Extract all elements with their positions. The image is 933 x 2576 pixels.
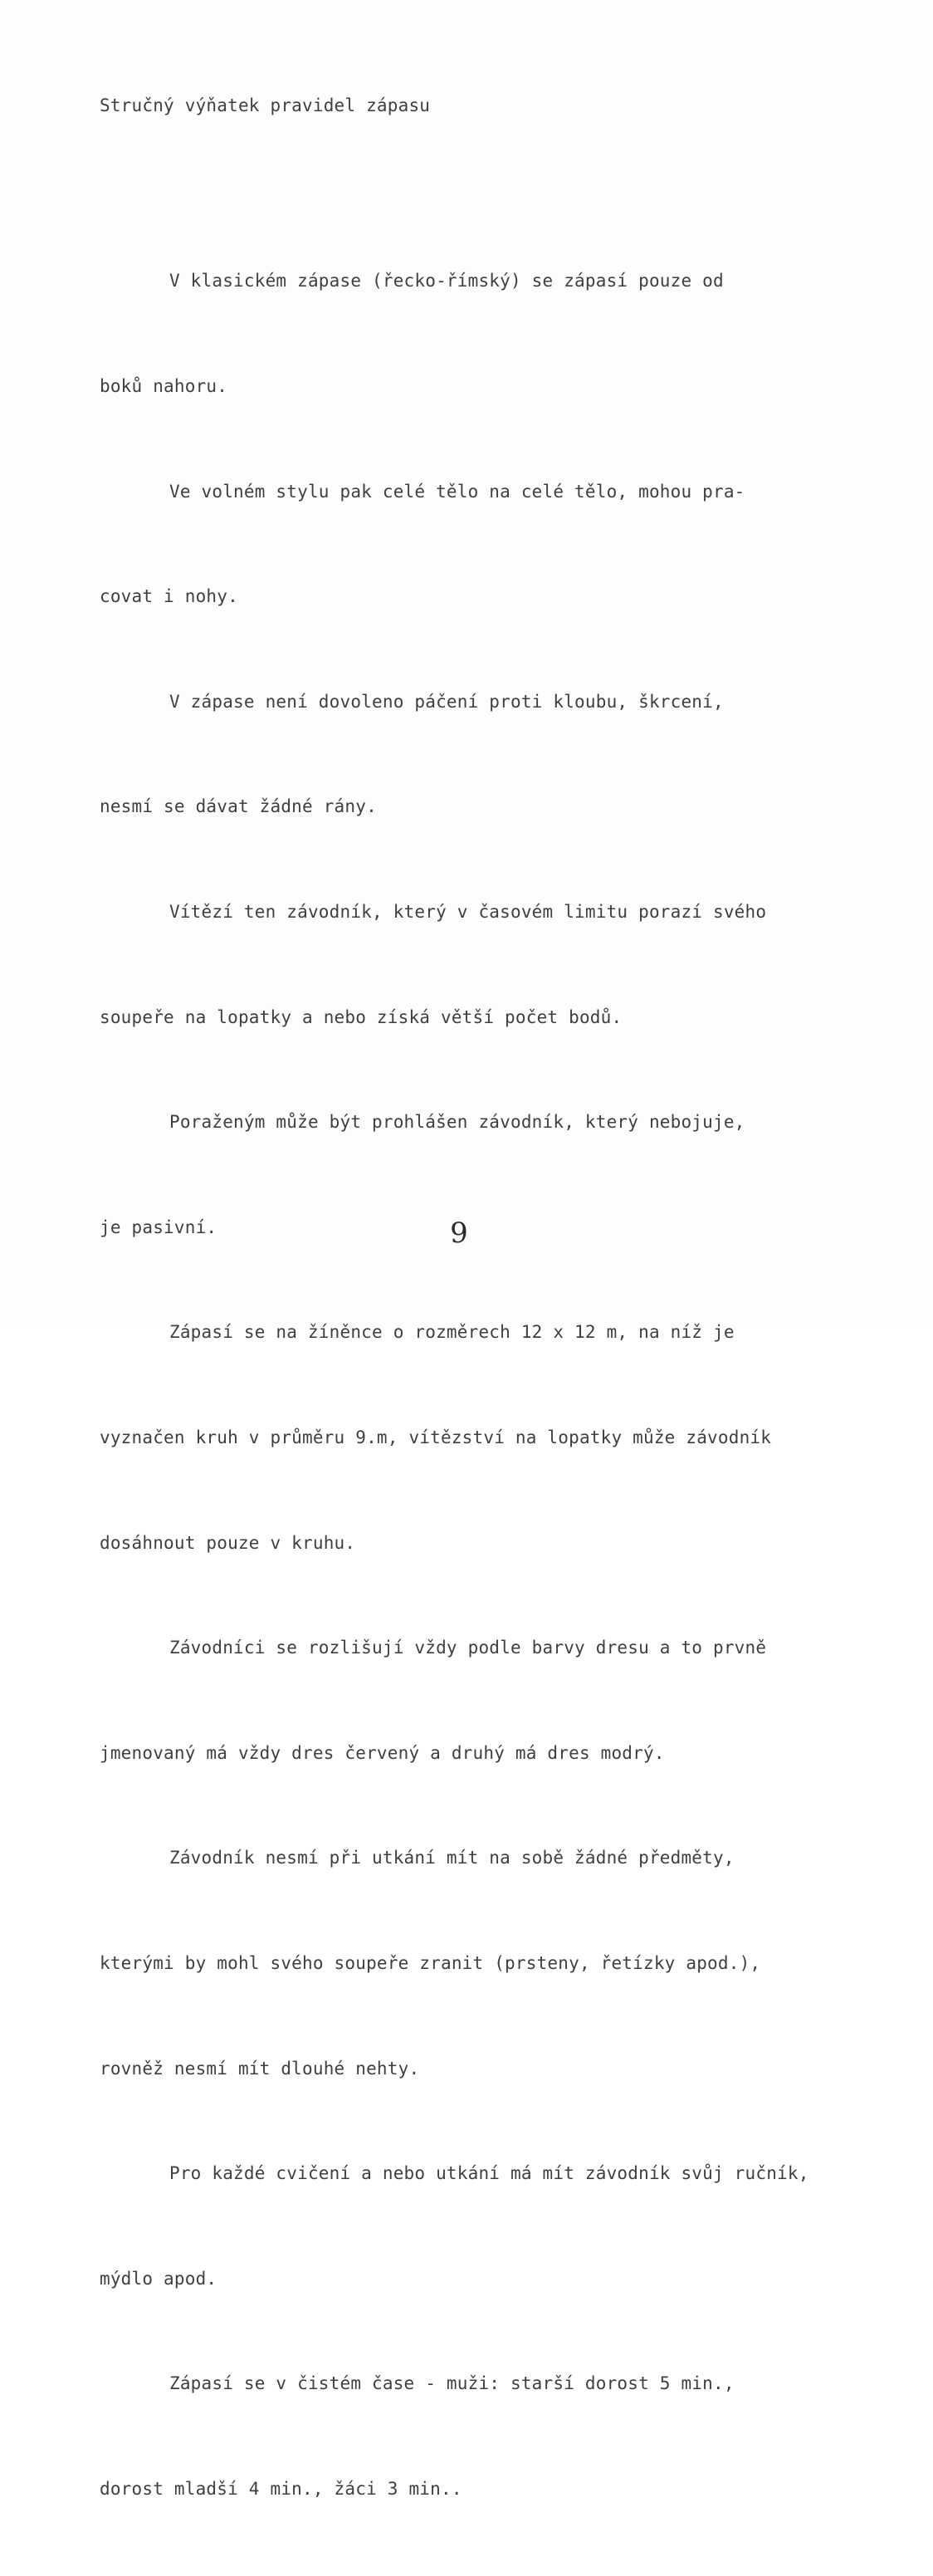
page-number: 9 [450, 1217, 468, 1250]
text-line: jmenovaný má vždy dres červený a druhý má dres modrý. [100, 1742, 665, 1763]
text-line: mýdlo apod. [100, 2268, 217, 2289]
text-line: dorost mladší 4 min., žáci 3 min.. [100, 2478, 462, 2499]
text-line: nesmí se dávat žádné rány. [100, 796, 377, 817]
text-line: Vítězí ten závodník, který v časovém limitu porazí svého [169, 901, 767, 922]
text-line: rovněž nesmí mít dlouhé nehty. [100, 2058, 420, 2079]
text-line: Závodník nesmí při utkání mít na sobě žádné předměty, [169, 1848, 735, 1868]
text-line: soupeře na lopatky a nebo získá větší počet bodů. [100, 1006, 623, 1027]
text-line: Zápasí se na žíněnce o rozměrech 12 x 12 m, na níž je [169, 1322, 735, 1343]
text-line: V zápase není dovoleno páčení proti kloubu, škrcení, [169, 691, 724, 712]
text-line: covat i nohy. [100, 586, 238, 607]
text-line: je pasivní. [100, 1217, 217, 1237]
document-body [100, 193, 809, 2576]
text-line: Ve volném stylu pak celé tělo na celé tělo, mohou pra- [169, 481, 745, 502]
text-line: Poraženým může být prohlášen závodník, který nebojuje, [169, 1112, 745, 1133]
text-line: dosáhnout pouze v kruhu. [100, 1532, 356, 1553]
text-line: Pro každé cvičení a nebo utkání má mít závodník svůj ručník, [169, 2163, 809, 2184]
text-line: kterými by mohl svého soupeře zranit (prsteny, řetízky apod.), [100, 1952, 761, 1973]
text-line: vyznačen kruh v průměru 9.m, vítězství na lopatky může závodník [100, 1427, 772, 1447]
document-title: Stručný výňatek pravidel zápasu [100, 95, 431, 115]
text-line: Závodníci se rozlišují vždy podle barvy dresu a to prvně [169, 1638, 767, 1658]
text-line: boků nahoru. [100, 376, 228, 396]
text-line: Zápasí se v čistém čase - muži: starší dorost 5 min., [169, 2373, 735, 2394]
text-line: V klasickém zápase (řecko-římský) se zápasí pouze od [169, 271, 724, 291]
